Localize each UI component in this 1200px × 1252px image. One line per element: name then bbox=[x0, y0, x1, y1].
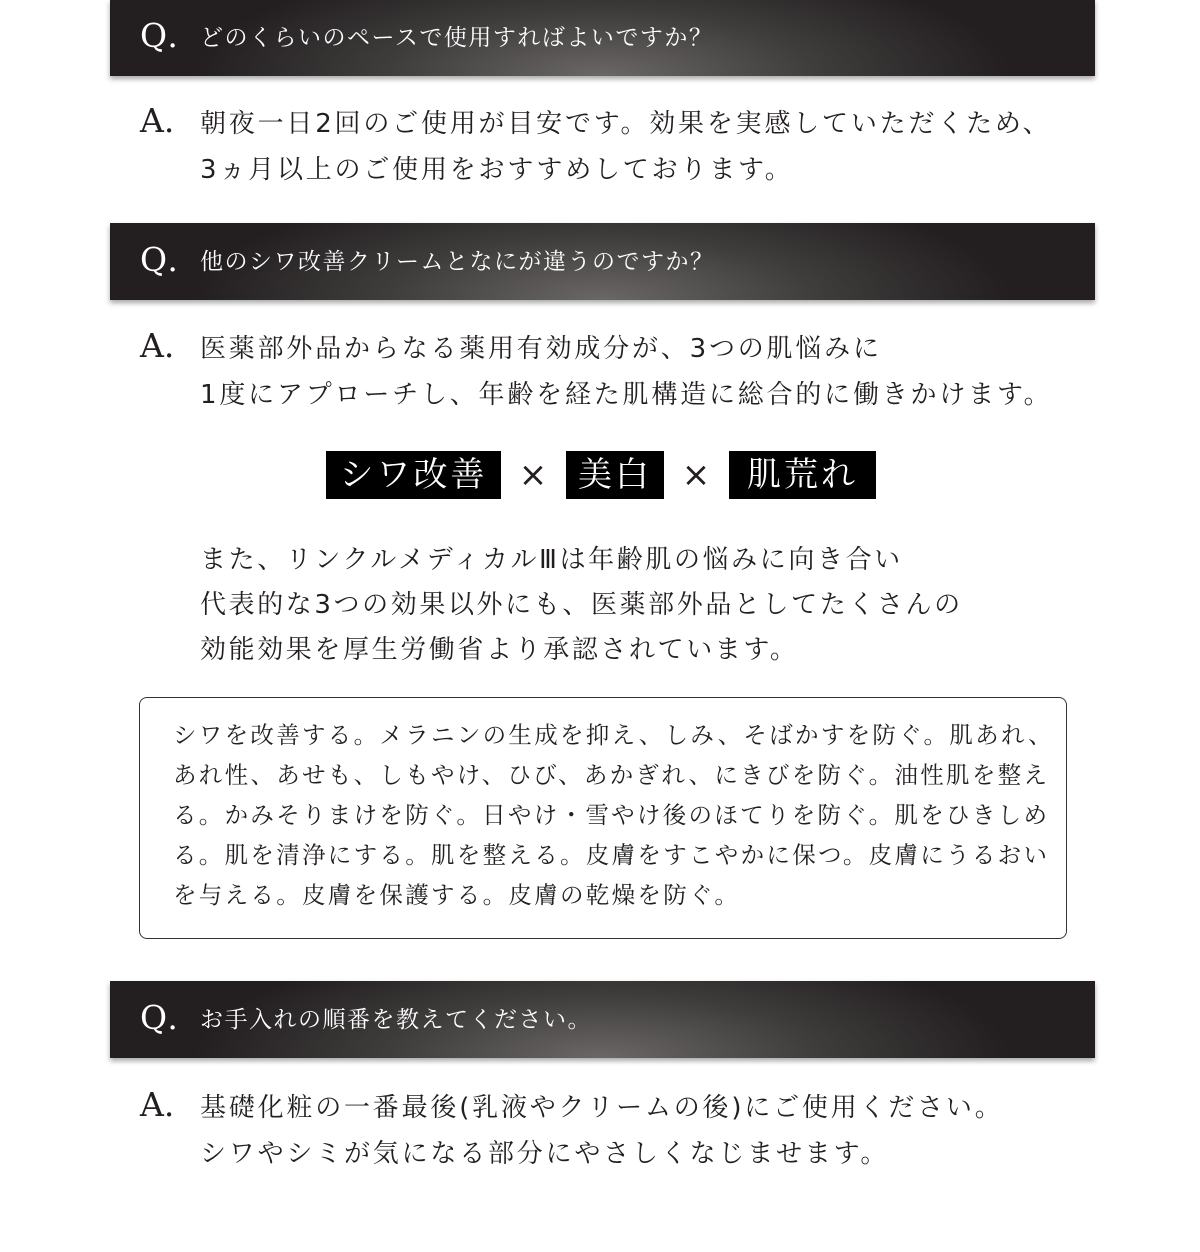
tag-wrinkle-improvement: シワ改善 bbox=[326, 451, 501, 499]
description-line: また、リンクルメディカルⅢは年齢肌の悩みに向き合い bbox=[200, 545, 903, 575]
question-text: どのくらいのペースで使用すればよいですか？ bbox=[200, 25, 714, 51]
times-symbol: × bbox=[518, 455, 548, 495]
faq-question-bar-3 bbox=[110, 981, 1095, 1058]
answer-line: 基礎化粧の一番最後(乳液やクリームの後)にご使用ください。 bbox=[200, 1093, 1004, 1123]
question-mark-label: Q. bbox=[140, 998, 180, 1037]
question-mark-label: Q. bbox=[140, 16, 180, 55]
question-text: 他のシワ改善クリームとなにが違うのですか？ bbox=[200, 249, 715, 275]
description-line: 代表的な3つの効果以外にも、医薬部外品としてたくさんの bbox=[200, 590, 963, 620]
effects-line: あれ性、あせも、しもやけ、ひび、あかぎれ、にきびを防ぐ。油性肌を整え bbox=[173, 761, 1050, 789]
answer-mark-label: A. bbox=[140, 101, 175, 140]
question-text: お手入れの順番を教えてください。 bbox=[200, 1007, 592, 1033]
answer-text-1 bbox=[200, 101, 1051, 193]
answer-line: 朝夜一日2回のご使用が目安です。効果を実感していただくため、 bbox=[200, 109, 1052, 139]
answer-line: 医薬部外品からなる薬用有効成分が、3つの肌悩みに bbox=[200, 334, 882, 364]
effects-line: を与える。皮膚を保護する。皮膚の乾燥を防ぐ。 bbox=[173, 881, 741, 909]
answer-line: 1度にアプローチし、年齢を経た肌構造に総合的に働きかけます。 bbox=[200, 380, 1053, 410]
effects-line: る。かみそりまけを防ぐ。日やけ・雪やけ後のほてりを防ぐ。肌をひきしめ bbox=[173, 801, 1050, 829]
effects-line: シワを改善する。メラニンの生成を抑え、しみ、そばかすを防ぐ。肌あれ、 bbox=[173, 721, 1054, 749]
faq-question-bar-1 bbox=[110, 0, 1095, 76]
answer-text-2 bbox=[200, 326, 1052, 418]
benefit-tags-row bbox=[0, 451, 1200, 499]
question-mark-label: Q. bbox=[140, 240, 180, 279]
answer-line: シワやシミが気になる部分にやさしくなじませます。 bbox=[200, 1139, 890, 1169]
description-line: 効能効果を厚生労働省より承認されています。 bbox=[200, 635, 799, 665]
tag-rough-skin: 肌荒れ bbox=[729, 451, 876, 499]
answer-mark-label: A. bbox=[140, 1085, 175, 1124]
answer-text-3 bbox=[200, 1085, 1004, 1177]
answer-mark-label: A. bbox=[140, 326, 175, 365]
times-symbol: × bbox=[681, 455, 711, 495]
approval-description bbox=[200, 538, 963, 673]
effects-line: る。肌を清浄にする。肌を整える。皮膚をすこやかに保つ。皮膚にうるおい bbox=[173, 841, 1050, 869]
faq-question-bar-2 bbox=[110, 223, 1095, 300]
tag-whitening: 美白 bbox=[566, 451, 664, 499]
effects-list-box bbox=[139, 697, 1067, 939]
answer-line: 3ヵ月以上のご使用をおすすめしております。 bbox=[200, 155, 794, 185]
